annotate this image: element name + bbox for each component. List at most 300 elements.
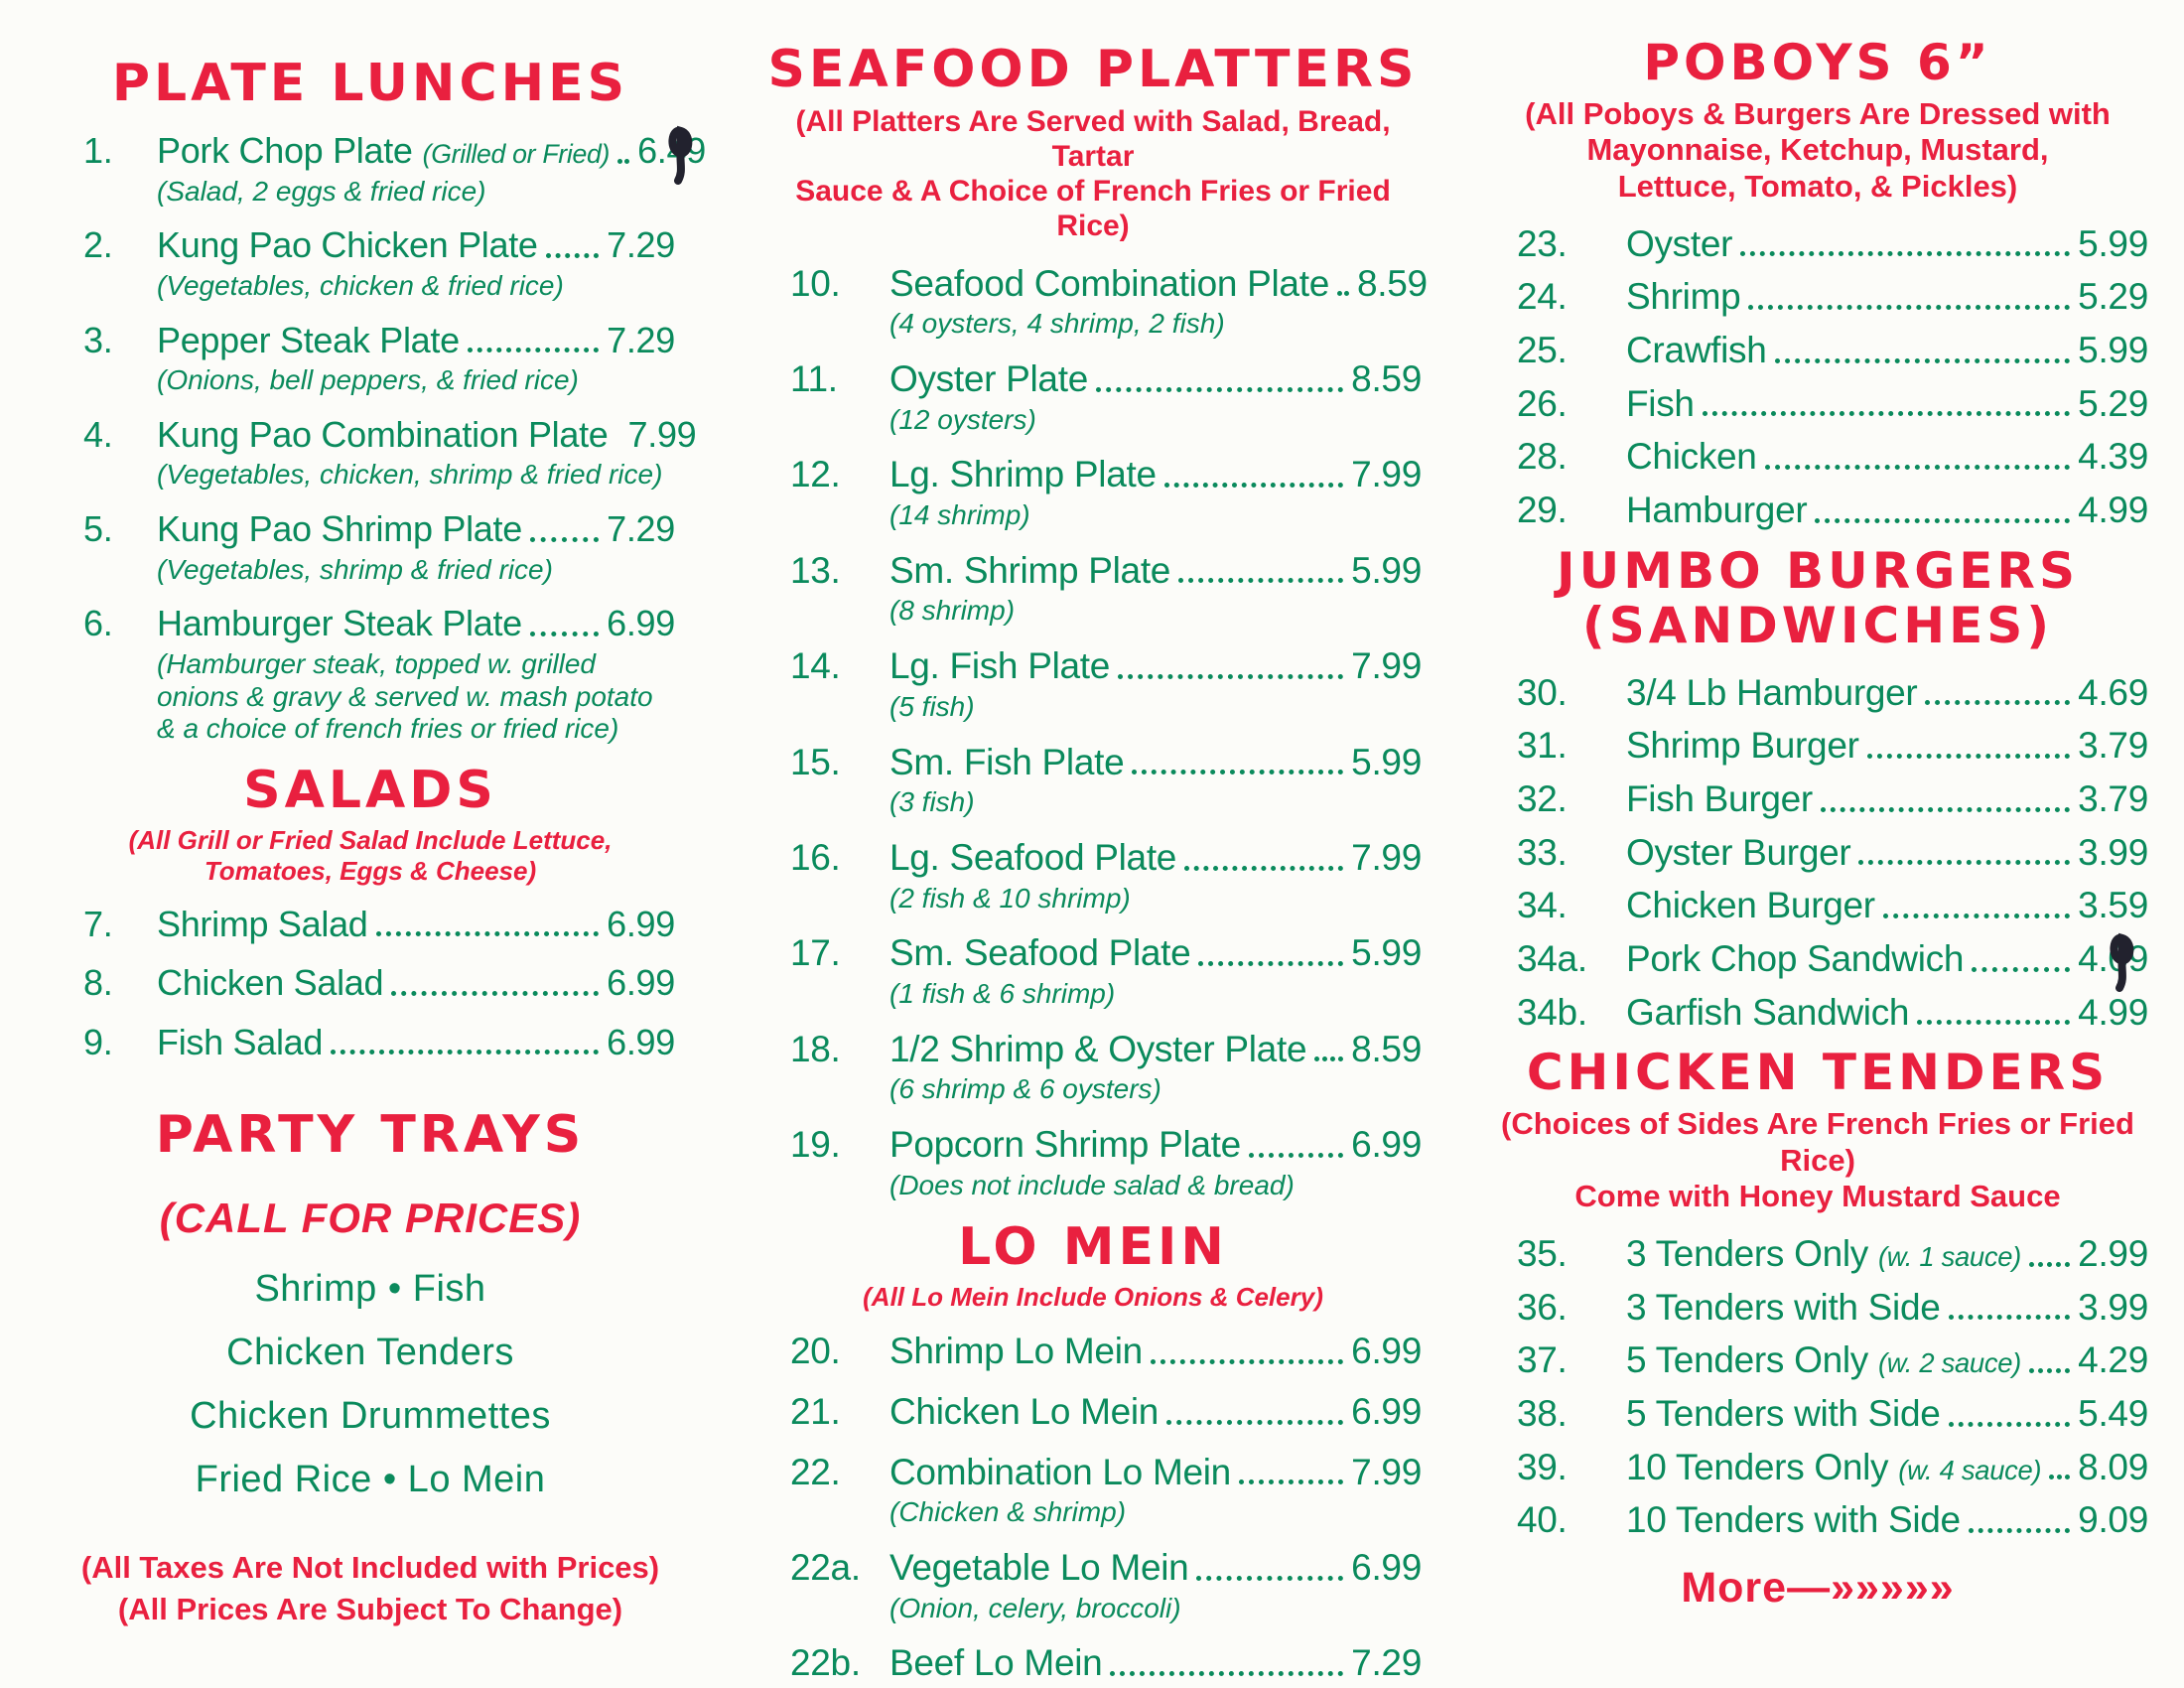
item-price-value: 6.99 <box>1351 1546 1422 1588</box>
menu-items <box>1487 671 2148 1035</box>
item-price <box>1351 453 1422 496</box>
menu-item-row <box>1487 831 2148 875</box>
dotted-leader <box>1949 1315 2071 1320</box>
menu-item-row <box>1487 1338 2148 1382</box>
item-price <box>2078 435 2148 479</box>
menu-item-row <box>1487 991 2148 1035</box>
item-price <box>2078 1232 2148 1276</box>
item-name: 5 Tenders Only <box>1626 1339 1868 1381</box>
section-subtitle <box>1487 1106 2148 1214</box>
item-price-value: 4.69 <box>2078 671 2148 713</box>
menu-item <box>764 357 1422 436</box>
item-price-value: 7.99 <box>1351 645 1422 687</box>
item-number: 34a. <box>1517 938 1587 980</box>
item-price <box>1357 262 1428 306</box>
item-price <box>1351 931 1422 975</box>
section-subtitle-line: Tomatoes, Eggs & Cheese) <box>204 855 537 886</box>
section-title-line: POBOYS 6” <box>1643 34 1992 91</box>
menu-item <box>1487 777 2148 821</box>
dotted-leader <box>2029 1368 2070 1373</box>
item-price-value: 4.39 <box>2078 436 2148 478</box>
menu-item-row <box>764 357 1422 401</box>
item-name: Chicken <box>1626 436 1757 478</box>
menu-item <box>1487 1338 2148 1382</box>
menu-item <box>66 224 675 302</box>
item-number: 24. <box>1517 276 1568 318</box>
menu-item <box>1487 1446 2148 1489</box>
item-price <box>607 224 675 266</box>
menu-item <box>1487 489 2148 532</box>
menu-item-row <box>764 1390 1422 1434</box>
menu-item-row <box>764 1330 1422 1373</box>
item-description: (Vegetables, shrimp & fried rice) <box>157 553 553 585</box>
menu-item <box>764 1546 1422 1624</box>
menu-item-row <box>764 931 1422 975</box>
item-name: 3 Tenders Only <box>1626 1233 1868 1275</box>
item-price <box>1351 1546 1422 1590</box>
item-price-value: 5.99 <box>1351 549 1422 591</box>
dotted-leader <box>1178 578 1343 583</box>
section-title <box>66 763 675 819</box>
section-title <box>1487 36 2148 90</box>
item-description: (Hamburger steak, topped w. grilled onions & gravy & served w. mash potato & a choice of french fries or fried rice) <box>157 647 653 745</box>
menu-item-row <box>764 1546 1422 1590</box>
section-title-line: JUMBO BURGERS <box>1557 541 2079 600</box>
menu-items <box>66 130 706 746</box>
item-name: 5 Tenders with Side <box>1626 1393 1941 1435</box>
item-name: Pork Chop Sandwich <box>1626 938 1965 980</box>
menu-item-row <box>1487 1286 2148 1330</box>
item-number: 38. <box>1517 1393 1568 1435</box>
menu-items <box>66 904 675 1063</box>
item-price <box>607 904 675 945</box>
menu-item <box>1487 382 2148 426</box>
item-number: 14. <box>790 645 841 687</box>
dotted-leader <box>1096 387 1343 392</box>
item-price <box>607 603 675 644</box>
menu-section <box>764 40 1428 1202</box>
menu-item-row <box>1487 1498 2148 1542</box>
menu-item-row <box>1487 937 2148 981</box>
item-price-value: 5.99 <box>1351 741 1422 782</box>
party-tray-line: Chicken Tenders <box>226 1331 514 1373</box>
section-title <box>66 56 675 112</box>
section-title <box>1487 1046 2148 1100</box>
menu-section <box>764 1216 1422 1685</box>
item-price <box>607 320 675 361</box>
menu-item <box>764 262 1428 341</box>
item-name: Shrimp Salad <box>157 904 368 944</box>
dotted-leader <box>2029 1262 2070 1267</box>
item-price <box>637 130 706 172</box>
dotted-leader <box>1198 961 1343 966</box>
item-price-value: 2.99 <box>2078 1233 2148 1275</box>
item-price <box>1351 741 1422 784</box>
menu-item-row <box>1487 275 2148 319</box>
menu-item <box>66 320 675 397</box>
section-title-line: LO MEIN <box>958 1216 1228 1277</box>
item-number: 30. <box>1517 671 1568 713</box>
menu-item-row <box>66 224 675 266</box>
item-price <box>1351 644 1422 688</box>
item-price-value: 9.09 <box>2078 1499 2148 1541</box>
item-note: (w. 4 sauce) <box>1898 1454 2042 1485</box>
section-subtitle <box>764 1282 1422 1312</box>
section-title-line: PARTY TRAYS <box>155 1105 586 1166</box>
item-note: (w. 1 sauce) <box>1877 1241 2021 1273</box>
dotted-leader <box>1249 1153 1343 1158</box>
dotted-leader <box>1110 1671 1343 1676</box>
menu-item <box>1487 435 2148 479</box>
section-title <box>66 1107 675 1164</box>
item-number: 29. <box>1517 490 1568 531</box>
menu-item <box>1487 275 2148 319</box>
item-name: Combination Lo Mein <box>889 1451 1231 1492</box>
dotted-leader <box>1969 1528 2070 1533</box>
item-number: 7. <box>83 904 113 944</box>
item-number: 16. <box>790 837 841 878</box>
item-name: 3/4 Lb Hamburger <box>1626 671 1918 713</box>
menu-item-row <box>764 1028 1422 1071</box>
menu-item-row <box>1487 1446 2148 1489</box>
dotted-leader <box>546 253 599 258</box>
item-number: 12. <box>790 454 841 495</box>
item-price-value: 6.99 <box>1351 1331 1422 1372</box>
dotted-leader <box>1118 674 1343 679</box>
menu-item <box>66 904 675 945</box>
party-tray-line: Fried Rice • Lo Mein <box>195 1458 546 1500</box>
item-price <box>2078 1286 2148 1330</box>
section-title-line: CHICKEN TENDERS <box>1526 1044 2110 1102</box>
dotted-leader <box>1196 1576 1343 1581</box>
menu-item <box>1487 1232 2148 1276</box>
item-name: Pepper Steak Plate <box>157 319 460 360</box>
dotted-leader <box>1164 483 1343 488</box>
call-for-prices-label: (CALL FOR PRICES) <box>159 1194 582 1241</box>
menu-item <box>66 962 675 1004</box>
item-name: Seafood Combination Plate <box>889 262 1329 304</box>
item-name: Oyster <box>1626 222 1733 264</box>
item-description: (Vegetables, chicken, shrimp & fried rice) <box>157 459 663 491</box>
menu-item-row <box>1487 1232 2148 1276</box>
item-description: (8 shrimp) <box>889 595 1016 627</box>
dotted-leader <box>1151 1359 1343 1364</box>
dotted-leader <box>1858 860 2070 865</box>
item-price <box>2078 275 2148 319</box>
section-subtitle <box>764 104 1422 243</box>
item-description: (Salad, 2 eggs & fried rice) <box>157 175 486 207</box>
menu-item <box>1487 937 2148 981</box>
item-name: Shrimp <box>1626 276 1741 318</box>
menu-section <box>66 54 706 746</box>
menu-item <box>1487 724 2148 768</box>
item-number: 4. <box>83 413 113 455</box>
menu-section <box>1487 541 2148 1035</box>
dotted-leader <box>1821 807 2070 812</box>
menu-item-row <box>1487 724 2148 768</box>
dotted-leader <box>2049 1475 2070 1479</box>
item-price <box>1351 357 1422 401</box>
item-price-value: 3.79 <box>2078 778 2148 820</box>
menu-section <box>66 763 675 1063</box>
item-number: 39. <box>1517 1446 1568 1487</box>
menu-item <box>66 130 706 208</box>
menu-item-row <box>1487 222 2148 266</box>
item-number: 32. <box>1517 778 1568 820</box>
item-name: Chicken Salad <box>157 962 384 1004</box>
menu-item-row <box>764 1451 1422 1494</box>
item-number: 15. <box>790 741 841 782</box>
item-price <box>607 508 675 550</box>
dotted-leader <box>1132 770 1343 774</box>
item-number: 1. <box>83 130 113 172</box>
item-name: Fish <box>1626 382 1695 424</box>
menu-item <box>764 836 1422 914</box>
item-number: 22a. <box>790 1546 861 1588</box>
section-subtitle-line: (All Lo Mein Include Onions & Celery) <box>863 1281 1323 1312</box>
menu-item <box>764 1028 1422 1106</box>
item-price-value: 7.99 <box>1351 1451 1422 1492</box>
menu-item-row <box>764 453 1422 496</box>
menu-item-row <box>1487 435 2148 479</box>
item-number: 26. <box>1517 382 1568 424</box>
section-title-line: SALADS <box>243 761 497 820</box>
item-price <box>628 414 697 456</box>
item-name: Fish Salad <box>157 1021 324 1062</box>
item-name: 1/2 Shrimp & Oyster Plate <box>889 1028 1307 1069</box>
item-price-value: 4.99 <box>2078 991 2148 1033</box>
dotted-leader <box>391 991 599 996</box>
item-price-value: 3.99 <box>2078 831 2148 873</box>
item-price-value: 3.59 <box>2078 885 2148 926</box>
item-name: 3 Tenders with Side <box>1626 1286 1941 1328</box>
item-name: Hamburger <box>1626 490 1808 531</box>
menu-item <box>764 644 1422 723</box>
menu-item <box>66 413 697 492</box>
menu-item-row <box>1487 1392 2148 1436</box>
more-indicator: More—»»»»» <box>1681 1564 1955 1613</box>
item-name: Kung Pao Chicken Plate <box>157 224 538 266</box>
item-description: (4 oysters, 4 shrimp, 2 fish) <box>889 308 1225 340</box>
dotted-leader <box>616 442 620 447</box>
menu-item <box>764 549 1422 628</box>
item-price-value: 4.29 <box>2078 1339 2148 1381</box>
dotted-leader <box>376 931 600 936</box>
item-name: Lg. Seafood Plate <box>889 837 1177 878</box>
item-number: 11. <box>790 357 838 399</box>
item-price-value: 8.59 <box>1351 1028 1422 1069</box>
dotted-leader <box>1815 518 2070 523</box>
menu-item <box>764 1330 1422 1373</box>
item-name: Lg. Fish Plate <box>889 645 1111 687</box>
menu-section <box>66 1107 675 1500</box>
item-price-value: 7.99 <box>1351 837 1422 878</box>
section-title-line: SEAFOOD PLATTERS <box>767 40 1419 99</box>
item-name: Beef Lo Mein <box>889 1642 1103 1684</box>
item-number: 22. <box>790 1451 841 1492</box>
dotted-leader <box>1740 251 2070 256</box>
item-description: (1 fish & 6 shrimp) <box>889 978 1116 1010</box>
item-name: Crawfish <box>1626 330 1767 371</box>
item-number: 3. <box>83 319 113 360</box>
menu-section <box>1487 36 2148 532</box>
menu-item <box>764 1641 1422 1685</box>
item-price-value: 7.29 <box>607 508 675 550</box>
dotted-leader <box>617 159 629 164</box>
menu-item-row <box>1487 671 2148 715</box>
item-description: (Onions, bell peppers, & fried rice) <box>157 364 579 396</box>
item-price-value: 7.99 <box>627 413 697 455</box>
item-price <box>2078 724 2148 768</box>
item-description: (Vegetables, chicken & fried rice) <box>157 269 564 301</box>
section-subtitle-line: (All Platters Are Served with Salad, Bread, Tartar <box>795 105 1391 174</box>
item-price-value: 5.99 <box>1351 932 1422 974</box>
item-number: 23. <box>1517 222 1568 264</box>
item-price-value: 7.29 <box>607 319 675 360</box>
item-name: Sm. Shrimp Plate <box>889 549 1171 591</box>
dotted-leader <box>1184 866 1343 871</box>
section-title <box>764 1216 1422 1277</box>
item-price <box>1351 1330 1422 1373</box>
menu-item <box>764 453 1422 531</box>
menu-item <box>764 741 1422 819</box>
item-description: (2 fish & 10 shrimp) <box>889 882 1131 914</box>
item-price <box>1351 1451 1422 1494</box>
item-number: 9. <box>83 1021 113 1062</box>
item-price <box>2078 1392 2148 1436</box>
item-number: 28. <box>1517 436 1568 478</box>
menu-item-row <box>66 320 675 361</box>
item-number: 25. <box>1517 330 1568 371</box>
item-name: 10 Tenders Only <box>1626 1446 1889 1487</box>
item-price <box>2078 991 2148 1035</box>
item-price <box>2078 329 2148 372</box>
section-subtitle-line: (Choices of Sides Are French Fries or Fried Rice) <box>1501 1106 2134 1178</box>
item-name: Chicken Burger <box>1626 885 1875 926</box>
item-price-value: 7.29 <box>607 224 675 266</box>
item-price-value: 6.99 <box>607 962 675 1004</box>
item-price <box>1351 1390 1422 1434</box>
item-name: Oyster Plate <box>889 357 1088 399</box>
menu-items <box>1487 1232 2148 1542</box>
item-number: 33. <box>1517 831 1568 873</box>
section-title <box>764 42 1422 98</box>
item-price-value: 8.09 <box>2078 1446 2148 1487</box>
footer-note: (All Taxes Are Not Included with Prices) <box>80 1549 660 1585</box>
item-number: 5. <box>83 508 113 550</box>
dotted-leader <box>468 348 599 352</box>
section-title <box>1487 541 2148 654</box>
item-number: 34. <box>1517 885 1568 926</box>
footer-note: (All Prices Are Subject To Change) <box>117 1592 623 1627</box>
item-price-value: 6.49 <box>637 130 706 172</box>
menu-items <box>1487 222 2148 532</box>
item-number: 6. <box>83 603 113 644</box>
item-price-value: 7.99 <box>1351 454 1422 495</box>
menu-column-left <box>66 54 706 1631</box>
item-number: 19. <box>790 1124 841 1166</box>
dotted-leader <box>1765 465 2071 470</box>
menu-item-row <box>66 508 675 550</box>
menu-item-row <box>764 1641 1422 1685</box>
item-number: 17. <box>790 932 841 974</box>
item-description: (12 oysters) <box>889 403 1036 435</box>
dotted-leader <box>1748 305 2070 310</box>
dotted-leader <box>530 537 599 542</box>
dotted-leader <box>1337 291 1349 296</box>
item-name: Popcorn Shrimp Plate <box>889 1124 1241 1166</box>
menu-item <box>1487 1498 2148 1542</box>
dotted-leader <box>1166 1420 1343 1425</box>
item-number: 13. <box>790 549 841 591</box>
dotted-leader <box>1925 700 2070 705</box>
item-price-value: 6.99 <box>1351 1390 1422 1432</box>
item-price <box>2078 777 2148 821</box>
menu-item <box>1487 991 2148 1035</box>
section-title-line: PLATE LUNCHES <box>111 54 629 113</box>
menu-item-row <box>66 130 706 172</box>
section-subtitle <box>66 825 675 886</box>
menu-item-row <box>764 644 1422 688</box>
item-price-value: 4.09 <box>2078 938 2148 980</box>
menu-item-row <box>1487 382 2148 426</box>
menu-item <box>1487 884 2148 927</box>
section-subtitle <box>1487 96 2148 205</box>
item-description: (Onion, celery, broccoli) <box>889 1592 1181 1623</box>
item-number: 40. <box>1517 1499 1568 1541</box>
party-tray-line: Chicken Drummettes <box>190 1394 551 1437</box>
item-price-value: 3.99 <box>2078 1286 2148 1328</box>
item-name: 10 Tenders with Side <box>1626 1499 1961 1541</box>
item-price <box>1351 1641 1422 1685</box>
item-price <box>2078 222 2148 266</box>
item-number: 36. <box>1517 1286 1568 1328</box>
menu-item <box>764 1123 1422 1201</box>
item-name: Sm. Seafood Plate <box>889 932 1191 974</box>
menu-item <box>1487 831 2148 875</box>
item-description: (6 shrimp & 6 oysters) <box>889 1073 1161 1105</box>
item-price <box>607 962 675 1004</box>
menu-item-row <box>764 836 1422 880</box>
dotted-leader <box>530 632 599 636</box>
item-description: (14 shrimp) <box>889 499 1030 531</box>
item-number: 35. <box>1517 1233 1568 1275</box>
item-price <box>2078 1446 2148 1489</box>
item-price-value: 8.59 <box>1351 357 1422 399</box>
menu-item <box>1487 222 2148 266</box>
item-name: Kung Pao Combination Plate <box>157 413 609 455</box>
item-price <box>2078 1338 2148 1382</box>
item-price <box>2078 671 2148 715</box>
item-price-value: 3.79 <box>2078 725 2148 767</box>
item-price-value: 5.29 <box>2078 382 2148 424</box>
item-price-value: 7.29 <box>1351 1642 1422 1684</box>
dotted-leader <box>1867 754 2071 759</box>
item-number: 37. <box>1517 1339 1568 1381</box>
menu-column-middle <box>764 40 1428 1688</box>
item-price <box>2078 831 2148 875</box>
menu-item <box>1487 329 2148 372</box>
item-price <box>2078 884 2148 927</box>
item-price-value: 5.49 <box>2078 1393 2148 1435</box>
menu-column-right <box>1487 36 2148 1613</box>
item-note: (w. 2 sauce) <box>1877 1347 2021 1379</box>
section-subtitle-line: Come with Honey Mustard Sauce <box>1574 1178 2061 1213</box>
item-price-value: 6.99 <box>607 603 675 644</box>
menu-item-row <box>66 1022 675 1063</box>
menu-item <box>1487 671 2148 715</box>
item-price <box>1351 836 1422 880</box>
